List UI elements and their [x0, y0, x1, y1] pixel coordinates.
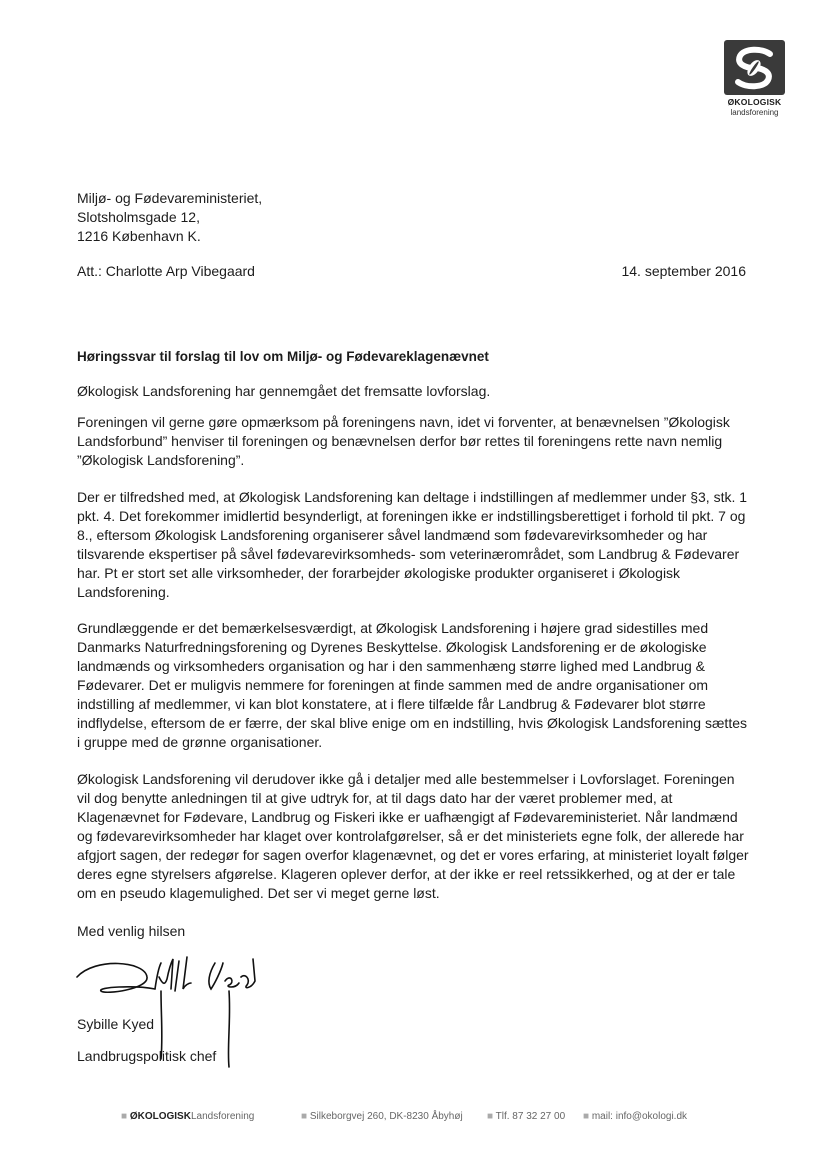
logo-mark — [724, 40, 785, 95]
closing-salutation: Med venlig hilsen — [77, 923, 186, 939]
footer-email — [583, 1111, 687, 1122]
footer-brand-rest: Landsforening — [190, 1111, 255, 1122]
bullet-icon: ■ — [301, 1111, 310, 1122]
footer-address — [301, 1111, 463, 1122]
bullet-icon: ■ — [487, 1111, 496, 1122]
letter-subject: Høringssvar til forslag til lov om Miljø- og Fødevareklagenævnet — [77, 349, 489, 364]
body-paragraph: Der er tilfredshed med, at Økologisk Landsforening kan deltage i indstillingen af medlemmer under §3, stk. 1 pkt. 4. Det forekommer imidlertid besynderligt, at foreningen ikke er indstillingsberettiget i forhold til pkt. 7 og 8., eftersom Økologisk Landsforening organiserer såvel landmænd som fødevarevirksomheder og har tilsvarende ekspertiser på såvel fødevarevirksomheds- som veterinærområdet, som Landbrug & Fødevarer har. Pt er stort set alle virksomheder, der forarbejder økologiske produkter organiseret i Økologisk Landsforening. — [77, 489, 748, 600]
address-line: 1216 København K. — [77, 228, 201, 244]
footer-brand — [121, 1111, 254, 1122]
letter-footer — [0, 1111, 828, 1127]
address-line: Slotsholmsgade 12, — [77, 209, 200, 225]
logo-subtitle: landsforening — [730, 108, 779, 117]
body-paragraph: Grundlæggende er det bemærkelsesværdigt, at Økologisk Landsforening i højere grad sidestilles med Danmarks Naturfredningsforening og Dyrenes Beskyttelse. Økologisk Landsforening er de økologiske landmænds og virksomheders organisation og har i den sammenhæng større lighed med Landbrug & Fødevarer. Det er muligvis nemmere for foreningen at finde sammen med de andre organisationer om indstilling af medlemmer, vi kan blot konstatere, at i flere tilfælde får Landbrug & Fødevarer blot større indflydelse, eftersom de er færre, der skal blive enige om en indstilling, hvis Økologisk Landsforening sættes i gruppe med de grønne organisationer. — [77, 620, 747, 750]
bullet-icon: ■ — [583, 1111, 592, 1122]
body-paragraph: Økologisk Landsforening vil derudover ikke gå i detaljer med alle bestemmelser i Lovforslaget. Foreningen vil dog benytte anledningen til at give udtryk for, at til dags dato har der været problemer med, at Klagenævnet for Fødevare, Landbrug og Fiskeri ikke er uafhængigt af Fødevareministeriet. Når landmænd og fødevarevirksomheder har klaget over kontrolafgørelser, så er det ministeriets egne folk, der allerede har afgjort sagen, der redegør for sagen overfor klagenævnet, og det er vores erfaring, at ministeriet loyalt følger deres egne styrelsers afgørelse. Klageren oplever derfor, at der ikke er reel retssikkerhed, og at der er tale om en pseudo klagemulighed. Det ser vi meget gerne løst. — [77, 771, 749, 901]
letter-date: 14. september 2016 — [621, 263, 746, 279]
logo-wordmark: ØKOLOGISK — [727, 97, 782, 107]
footer-phone-text: Tlf. 87 32 27 00 — [495, 1111, 566, 1122]
footer-email-text: mail: info@okologi.dk — [591, 1111, 688, 1122]
body-paragraph: Foreningen vil gerne gøre opmærksom på foreningens navn, idet vi forventer, at benævnelsen ”Økologisk Landsforbund” henviser til foreningen og benævnelsen derfor bør rettes til foreningens rette navn nemlig ”Økologisk Landsforening”. — [77, 414, 730, 468]
footer-phone — [487, 1111, 565, 1122]
leaf-s-icon — [732, 46, 777, 90]
footer-address-text: Silkeborgvej 260, DK-8230 Åbyhøj — [309, 1111, 463, 1122]
organization-logo — [724, 40, 785, 122]
footer-brand-bold: ØKOLOGISK — [129, 1111, 191, 1122]
signer-title: Landbrugspolitisk chef — [77, 1048, 217, 1064]
recipient-address — [77, 189, 262, 246]
address-line: Miljø- og Fødevareministeriet, — [77, 190, 263, 206]
bullet-icon: ■ — [121, 1111, 130, 1122]
body-paragraph: Økologisk Landsforening har gennemgået det fremsatte lovforslag. — [77, 383, 491, 399]
attention-line: Att.: Charlotte Arp Vibegaard — [77, 263, 255, 279]
signer-name: Sybille Kyed — [77, 1016, 155, 1032]
